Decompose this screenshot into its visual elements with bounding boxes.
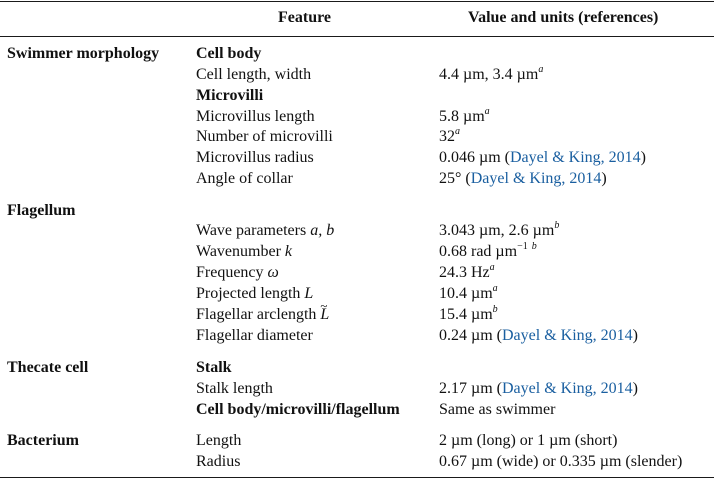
section-bacterium: Bacterium — [7, 432, 79, 449]
value-flagellar-diameter: 0.24 µm (Dayel & King, 2014) — [439, 327, 638, 344]
feature-projected-length: Projected length L — [196, 285, 314, 302]
value-flagellar-arclength: 15.4 µm$^b$ — [439, 304, 498, 323]
value-stalk-length: 2.17 µm (Dayel & King, 2014) — [439, 380, 638, 397]
feature-angle-collar: Angle of collar — [196, 170, 293, 187]
feature-flagellar-arclength: Flagellar arclength L ~ — [196, 305, 329, 325]
header-rule — [0, 36, 714, 37]
bottom-rule — [0, 477, 714, 478]
top-rule — [0, 1, 714, 2]
value-microvillus-radius: 0.046 µm (Dayel & King, 2014) — [439, 149, 646, 166]
feature-stalk-length: Stalk length — [196, 380, 273, 397]
reference-link[interactable]: Dayel & King, 2014 — [510, 149, 641, 166]
feature-wavenumber: Wavenumber k — [196, 243, 293, 260]
value-microvillus-length: 5.8 µm$^a$ — [439, 106, 490, 125]
feature-cb-mv-fl: Cell body/microvilli/flagellum — [196, 401, 400, 418]
reference-link[interactable]: Dayel & King, 2014 — [502, 380, 633, 397]
value-bact-length: 2 µm (long) or 1 µm (short) — [439, 432, 618, 449]
header-value: Value and units (references) — [468, 9, 659, 26]
feature-microvillus-length: Microvillus length — [196, 108, 315, 125]
feature-cell-length-width: Cell length, width — [196, 66, 312, 83]
feature-number-microvilli: Number of microvilli — [196, 128, 333, 145]
feature-flagellar-diameter: Flagellar diameter — [196, 327, 313, 344]
value-cb-mv-fl: Same as swimmer — [439, 401, 556, 418]
header-feature: Feature — [278, 9, 332, 26]
feature-microvillus-radius: Microvillus radius — [196, 149, 314, 166]
feature-bact-radius: Radius — [196, 453, 241, 470]
subheading-stalk: Stalk — [196, 359, 232, 376]
value-angle-collar: 25° (Dayel & King, 2014) — [439, 170, 607, 187]
value-frequency: 24.3 Hz$^a$ — [439, 262, 495, 281]
value-wavenumber: 0.68 rad µm$^{-1}$ $^b$ — [439, 241, 537, 260]
feature-bact-length: Length — [196, 432, 242, 449]
value-wave-params: 3.043 µm, 2.6 µm$^b$ — [439, 220, 560, 239]
reference-link[interactable]: Dayel & King, 2014 — [502, 327, 633, 344]
section-thecate: Thecate cell — [7, 359, 89, 376]
reference-link[interactable]: Dayel & King, 2014 — [470, 170, 602, 187]
subheading-microvilli: Microvilli — [196, 87, 264, 104]
feature-frequency: Frequency ω — [196, 264, 279, 281]
value-bact-radius: 0.67 µm (wide) or 0.335 µm (slender) — [439, 453, 683, 470]
feature-wave-params: Wave parameters a, b — [196, 222, 335, 239]
section-swimmer: Swimmer morphology — [7, 45, 160, 62]
value-number-microvilli: 32$^a$ — [439, 126, 460, 145]
subheading-cell-body: Cell body — [196, 45, 262, 62]
value-cell-length-width: 4.4 µm, 3.4 µm$^a$ — [439, 64, 544, 83]
value-projected-length: 10.4 µm$^a$ — [439, 283, 498, 302]
section-flagellum: Flagellum — [7, 202, 76, 219]
